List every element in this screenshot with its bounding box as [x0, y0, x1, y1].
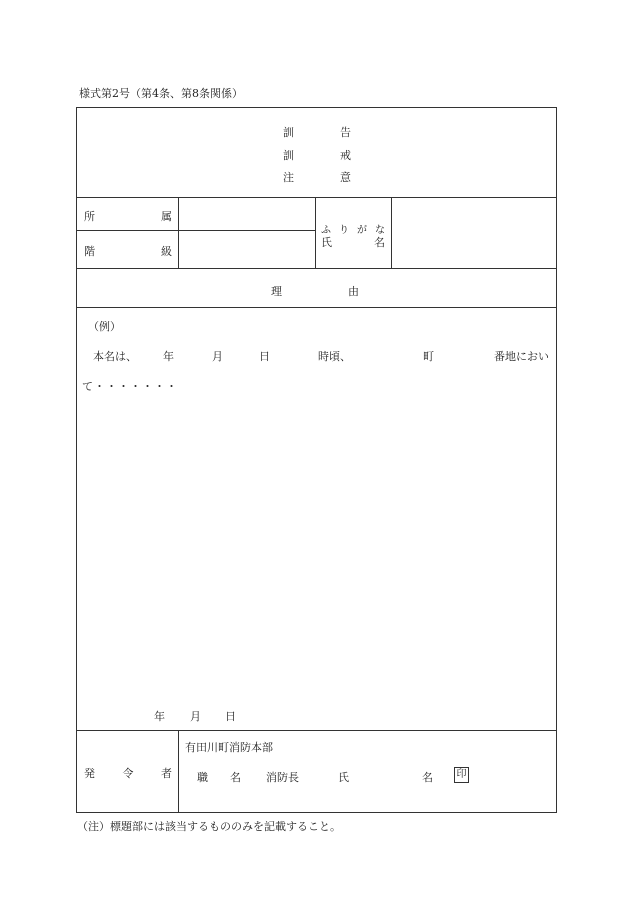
body-address: 番地におい	[494, 350, 549, 363]
issuer-title-value: 消防長	[266, 771, 299, 784]
title-line-chui: 注 意	[283, 171, 351, 184]
date-year: 年	[154, 710, 165, 723]
title-line-kunkai: 訓 戒	[283, 149, 351, 162]
divider-info-bottom	[76, 268, 557, 269]
name-field[interactable]	[397, 221, 551, 237]
divider-issuer-top	[76, 730, 557, 731]
divider-reason-bottom	[76, 307, 557, 308]
reason-label: 理 由	[271, 285, 359, 298]
issuer-name-label-1: 氏	[338, 771, 349, 784]
issuer-title-label: 職 名	[197, 771, 241, 784]
body-text-2: て・・・・・・・	[82, 380, 178, 393]
affiliation-label: 所 属	[84, 210, 172, 223]
divider-label-col	[178, 197, 179, 268]
title-line-kunkoku: 訓 告	[283, 126, 351, 139]
rank-field[interactable]	[184, 243, 310, 259]
form-number: 様式第2号（第4条、第8条関係）	[79, 87, 243, 100]
divider-title-bottom	[76, 197, 557, 198]
body-time: 時頃、	[318, 350, 351, 363]
divider-value-col	[315, 197, 316, 268]
body-month: 月	[212, 350, 223, 363]
issuer-label: 発 令 者	[84, 767, 172, 780]
rank-label: 階 級	[84, 245, 172, 258]
footnote: （注）標題部には該当するもののみを記載すること。	[77, 820, 341, 833]
issuer-name-label-2: 名	[422, 771, 433, 784]
divider-name-label-col	[391, 197, 392, 268]
name-label: 氏 名	[321, 236, 385, 249]
example-label: （例）	[88, 320, 121, 333]
issuer-org: 有田川町消防本部	[185, 741, 273, 754]
furigana-label: ふ り が な	[321, 225, 385, 236]
body-town: 町	[423, 350, 434, 363]
body-text-1: 本名は、	[93, 350, 137, 363]
body-year: 年	[163, 350, 174, 363]
affiliation-field[interactable]	[184, 208, 310, 224]
divider-affiliation-rank	[76, 230, 315, 231]
seal-stamp: 印	[454, 767, 469, 783]
date-month: 月	[190, 710, 201, 723]
date-day: 日	[225, 710, 236, 723]
divider-issuer-col	[178, 730, 179, 813]
body-day: 日	[259, 350, 270, 363]
